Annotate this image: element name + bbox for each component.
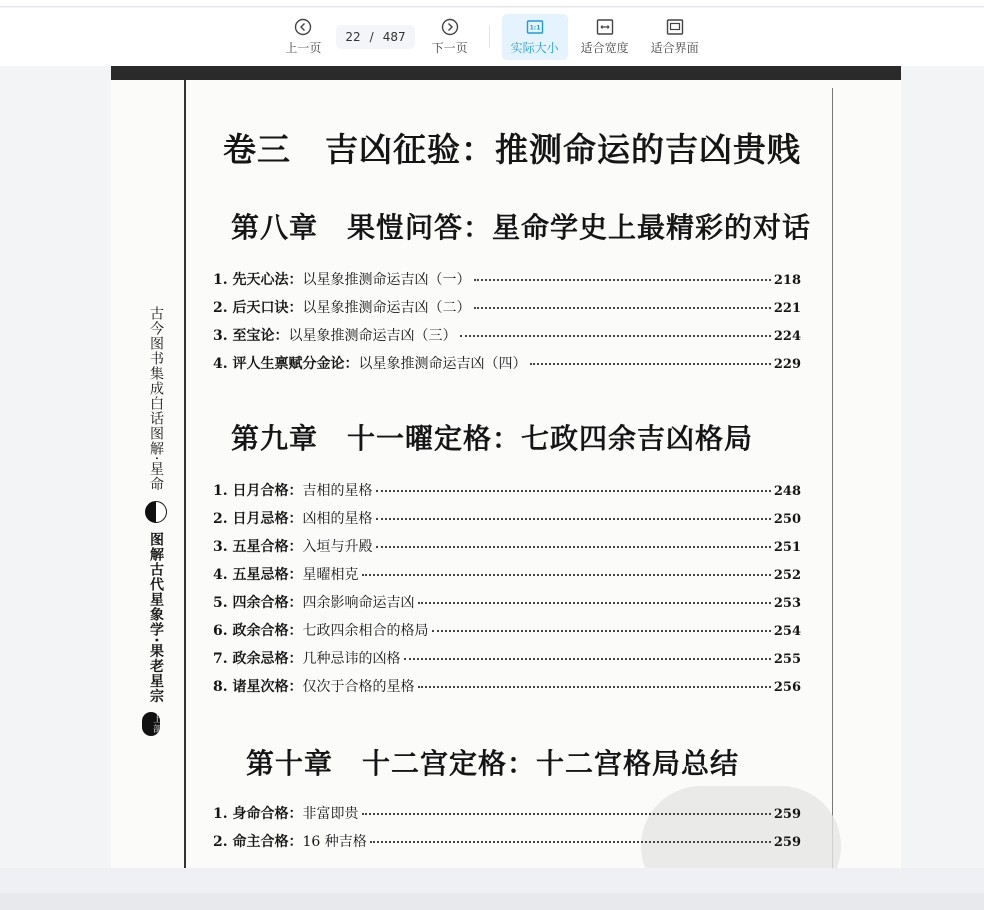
fit-width-button[interactable] [572,14,638,60]
fit-page-label: 适合界面 [650,41,699,55]
actual-size-icon [526,18,544,36]
toc-entry[interactable] [213,620,801,640]
fit-width-icon [596,18,614,36]
dot-leader [376,518,771,520]
entry-page: 252 [773,568,801,583]
toc-entry[interactable] [213,536,801,556]
entry-subtitle: 16 种吉格 [302,834,367,850]
entry-subtitle: 仅次于合格的星格 [302,679,415,695]
page-scan-edge [111,66,901,80]
dot-leader [474,307,771,309]
fit-page-icon [666,18,684,36]
actual-size-button[interactable] [502,14,568,60]
entry-subtitle: 入垣与升殿 [302,539,373,555]
entry-page: 253 [773,596,801,611]
toc-entry[interactable] [213,648,801,668]
next-page-button[interactable] [423,14,477,60]
actual-size-label: 实际大小 [510,41,559,55]
entry-label: 3. 五星合格： [213,539,303,555]
entry-label: 2. 日月忌格： [213,511,303,527]
entry-label: 4. 五星忌格： [213,567,303,583]
page-rule-left [184,80,186,868]
dot-leader [370,841,771,843]
entry-label: 1. 日月合格： [213,483,303,499]
entry-label: 2. 后天口诀： [213,300,303,316]
chapter-title: 第十章 十二宫定格：十二宫格局总结 [246,747,740,780]
page-rule-right [832,88,833,868]
entry-subtitle: 星曜相克 [302,567,359,583]
dot-leader [460,335,771,337]
entry-label: 1. 身命合格： [213,806,303,822]
chevron-right-circle-icon [441,18,459,36]
page-separator: / [369,30,374,44]
watermark-stamp [641,786,841,868]
entry-page: 255 [773,652,801,667]
spine-text [147,306,167,739]
fit-width-label: 适合宽度 [580,41,629,55]
window-top-edge [0,0,984,7]
toc-entry[interactable] [213,803,801,823]
entry-page: 218 [773,273,801,288]
entry-subtitle: 七政四余相合的格局 [302,623,429,639]
entry-label: 5. 四余合格： [213,595,303,611]
page-number-input[interactable] [336,25,414,49]
toc-entry[interactable] [213,297,801,317]
chapter-title: 第九章 十一曜定格：七政四余吉凶格局 [231,422,754,455]
entry-subtitle: 非富即贵 [302,806,359,822]
prev-page-label: 上一页 [285,41,322,55]
entry-subtitle: 以星象推测命运吉凶（一） [302,272,471,288]
entry-label: 7. 政余忌格： [213,651,303,667]
entry-page: 221 [773,301,801,316]
toc-entry[interactable] [213,353,801,373]
entry-page: 224 [773,329,801,344]
entry-subtitle: 以星象推测命运吉凶（四） [358,356,527,372]
yin-yang-icon [145,501,167,523]
dot-leader [432,630,771,632]
entry-subtitle: 以星象推测命运吉凶（三） [288,328,457,344]
toc-entry[interactable] [213,676,801,696]
status-bar [0,868,984,893]
total-pages: 487 [382,30,406,44]
entry-subtitle: 凶相的星格 [302,511,373,527]
entry-page: 251 [773,540,801,555]
entry-page: 229 [773,357,801,372]
current-page[interactable]: 22 [345,30,361,44]
document-page [111,66,901,868]
toc-entry[interactable] [213,831,801,851]
dot-leader [418,602,771,604]
next-page-label: 下一页 [431,41,468,55]
dot-leader [362,574,771,576]
entry-label: 2. 命主合格： [213,834,303,850]
fit-page-button[interactable] [642,14,708,60]
dot-leader [376,546,771,548]
entry-label: 3. 至宝论： [213,328,289,344]
toc-entry[interactable] [213,480,801,500]
toolbar-divider [489,26,490,48]
entry-subtitle: 几种忌讳的凶格 [302,651,401,667]
toc-entry[interactable] [213,564,801,584]
entry-page: 259 [773,807,801,822]
dot-leader [530,363,771,365]
entry-label: 4. 评人生禀赋分金论： [213,356,359,372]
entry-page: 254 [773,624,801,639]
entry-page: 248 [773,484,801,499]
volume-title: 卷三 吉凶征验：推测命运的吉凶贵贱 [223,130,801,169]
toc-entry[interactable] [213,592,801,612]
chevron-left-circle-icon [294,18,312,36]
entry-label: 8. 诸星次格： [213,679,303,695]
chapter-title: 第八章 果愷问答：星命学史上最精彩的对话 [231,211,812,244]
svg-text:1:1: 1:1 [529,24,540,32]
toc-entry[interactable] [213,508,801,528]
series-title: 古今图书集成白话图解·星命 [148,306,164,492]
dot-leader [362,813,771,815]
volume-badge: 上部 [142,712,160,736]
entry-page: 250 [773,512,801,527]
viewer-toolbar [0,8,984,66]
bottom-scroll-area [0,893,984,910]
dot-leader [404,658,771,660]
dot-leader [418,686,771,688]
entry-subtitle: 以星象推测命运吉凶（二） [302,300,471,316]
toc-entry[interactable] [213,325,801,345]
entry-subtitle: 四余影响命运吉凶 [302,595,415,611]
entry-page: 259 [773,835,801,850]
entry-subtitle: 吉相的星格 [302,483,373,499]
toc-entry[interactable] [213,269,801,289]
book-title: 图解古代星象学·果老星宗 [148,532,164,704]
dot-leader [474,279,771,281]
prev-page-button[interactable] [276,14,330,60]
entry-label: 1. 先天心法： [213,272,303,288]
entry-label: 6. 政余合格： [213,623,303,639]
dot-leader [376,490,771,492]
entry-page: 256 [773,680,801,695]
